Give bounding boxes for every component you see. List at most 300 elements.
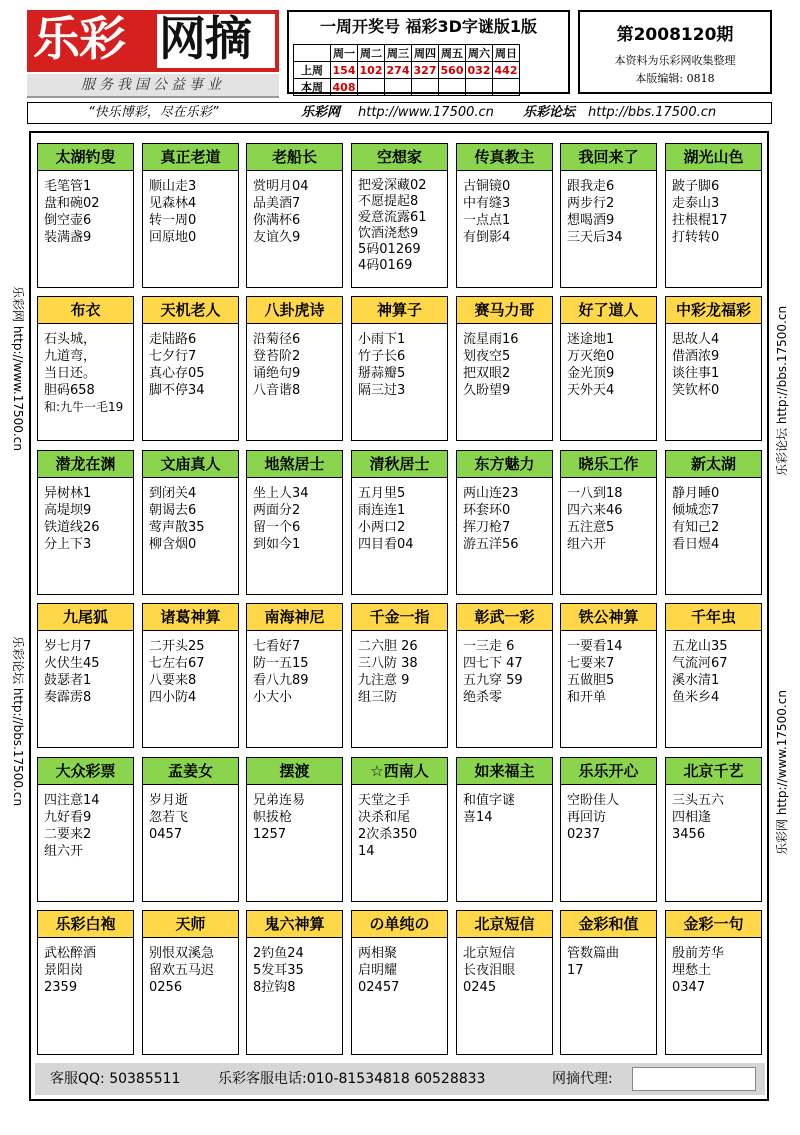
prediction-card: [246, 757, 343, 902]
this-week-label: 本周: [294, 79, 331, 96]
card-body: [247, 323, 342, 440]
card-line: 2次杀350: [358, 827, 418, 842]
card-line: 0347: [672, 980, 706, 995]
this-week-number: [439, 79, 466, 96]
customer-service-qq: 客服QQ: 50385511: [50, 1071, 181, 1087]
card-line: 鱼米乡4: [672, 690, 720, 705]
card-title: 诸葛神算: [143, 604, 238, 631]
card-title: 老船长: [247, 144, 342, 171]
card-line: 盘和碗02: [44, 196, 100, 211]
card-line: 登苔阶2: [253, 349, 301, 364]
card-body: [38, 630, 133, 747]
forum-label: 乐彩论坛: [523, 105, 576, 120]
site-label: 乐彩网: [301, 105, 341, 120]
card-line: 武松醉酒: [44, 946, 97, 961]
card-title: 赛马力哥: [457, 297, 552, 324]
card-body: [143, 323, 238, 440]
card-line: 三头五六: [672, 793, 725, 808]
side-text-right-top: 乐彩论坛 http://bbs.17500.cn: [775, 305, 789, 476]
card-body: [352, 630, 447, 747]
card-title: 南海神尼: [247, 604, 342, 631]
card-body: [561, 937, 656, 1054]
card-line: 当日还。: [44, 366, 97, 381]
card-body: [352, 170, 447, 287]
side-text-left-top: 乐彩网 http://www.17500.cn: [11, 286, 25, 451]
card-line: 空盼佳人: [567, 793, 620, 808]
card-body: [457, 477, 552, 594]
card-line: 埋愁土: [672, 963, 712, 978]
prediction-card: [142, 910, 239, 1055]
prediction-card: [37, 143, 134, 288]
card-line: 铁道线26: [44, 520, 100, 535]
card-title: 千金一指: [352, 604, 447, 631]
card-line: 火伏生45: [44, 656, 100, 671]
prediction-card: [246, 450, 343, 595]
prediction-card: [665, 757, 762, 902]
card-line: 不愿提起8: [358, 194, 419, 209]
card-title: 中彩龙福彩: [666, 297, 761, 324]
card-line: 四相逢: [672, 810, 712, 825]
prediction-card: [351, 450, 448, 595]
card-line: 气流河67: [672, 656, 728, 671]
card-line: 中有缝3: [463, 196, 511, 211]
card-title: 我回来了: [561, 144, 656, 171]
card-title: 地煞居士: [247, 451, 342, 478]
last-week-number: 154: [331, 62, 358, 79]
card-line: 四七下 47: [463, 656, 523, 671]
card-line: 两山连23: [463, 486, 519, 501]
card-line: 五九穿 59: [463, 673, 523, 688]
card-line: 迷途地1: [567, 332, 615, 347]
card-line: 转一周0: [149, 213, 197, 228]
logo-block: [27, 10, 279, 96]
card-line: 溪水清1: [672, 673, 720, 688]
card-line: 一点点1: [463, 213, 511, 228]
card-title: 太湖钓叟: [38, 144, 133, 171]
card-line: 14: [358, 844, 375, 859]
card-line: 组六开: [567, 537, 607, 552]
card-line: 游五洋56: [463, 537, 519, 552]
card-line: 1257: [253, 827, 287, 842]
card-line: 二六胆 26: [358, 639, 418, 654]
card-line: 万灭绝0: [567, 349, 615, 364]
prediction-card: [456, 757, 553, 902]
card-line: 笑钦杯0: [672, 383, 720, 398]
logo-text-right: 网摘: [159, 12, 251, 67]
prediction-card: [351, 603, 448, 748]
card-line: 爱意流露61: [358, 210, 427, 225]
card-line: 5发耳35: [253, 963, 304, 978]
card-line: 2钓鱼24: [253, 946, 304, 961]
card-title: 乐乐开心: [561, 758, 656, 785]
card-body: [352, 323, 447, 440]
card-line: 3456: [672, 827, 706, 842]
prediction-card: [351, 143, 448, 288]
card-line: 沿菊径6: [253, 332, 301, 347]
card-body: [561, 323, 656, 440]
card-line: 五月里5: [358, 486, 406, 501]
card-line: 奏霹雳8: [44, 690, 92, 705]
prediction-card: [560, 910, 657, 1055]
card-line: 2359: [44, 980, 78, 995]
card-title: 摆渡: [247, 758, 342, 785]
card-line: 留一个6: [253, 520, 301, 535]
card-body: [561, 477, 656, 594]
prediction-card: [456, 910, 553, 1055]
card-line: 想喝酒9: [567, 213, 615, 228]
card-title: ☆西南人: [352, 758, 447, 785]
prediction-card: [456, 296, 553, 441]
card-body: [457, 937, 552, 1054]
footer-bar: [35, 1063, 765, 1095]
motto-quote: “快乐博彩，尽在乐彩”: [88, 105, 219, 120]
card-line: 两步行2: [567, 196, 615, 211]
card-line: 倾城恋7: [672, 503, 720, 518]
card-line: 绝杀零: [463, 690, 503, 705]
card-title: 好了道人: [561, 297, 656, 324]
card-line: 防一五15: [253, 656, 309, 671]
card-line: 把爱深藏02: [358, 178, 427, 193]
card-body: [561, 784, 656, 901]
card-body: [38, 937, 133, 1054]
card-body: [143, 784, 238, 901]
card-body: [143, 477, 238, 594]
card-line: 到闭关4: [149, 486, 197, 501]
card-line: 两面分2: [253, 503, 301, 518]
card-line: 你满杯6: [253, 213, 301, 228]
card-line: 一三走 6: [463, 639, 515, 654]
prediction-card: [665, 603, 762, 748]
card-line: 掰蒜瓣5: [358, 366, 406, 381]
prediction-card: [665, 910, 762, 1055]
card-line: 环套环0: [463, 503, 511, 518]
card-line: 胆码658: [44, 383, 95, 398]
card-line: 天堂之手: [358, 793, 411, 808]
card-title: 金彩和值: [561, 911, 656, 938]
prediction-card: [665, 296, 762, 441]
card-line: 朝谒去6: [149, 503, 197, 518]
card-line: 一要看14: [567, 639, 623, 654]
card-line: 七要来7: [567, 656, 615, 671]
card-line: 两相聚: [358, 946, 398, 961]
card-title: 孟姜女: [143, 758, 238, 785]
prediction-card: [560, 296, 657, 441]
card-line: 回原地0: [149, 230, 197, 245]
card-line: 八要来8: [149, 673, 197, 688]
card-line: 看八九89: [253, 673, 309, 688]
card-line: 管数篇曲: [567, 946, 620, 961]
last-week-number: 327: [412, 62, 439, 79]
prediction-card: [456, 450, 553, 595]
editor-note: 本版编辑: 0818: [635, 72, 715, 85]
card-line: 小大小: [253, 690, 293, 705]
card-body: [247, 477, 342, 594]
card-body: [457, 323, 552, 440]
card-line: 看日煜4: [672, 537, 720, 552]
card-line: 异树林1: [44, 486, 92, 501]
card-body: [143, 630, 238, 747]
card-line: 岁月逝: [149, 793, 189, 808]
card-body: [457, 170, 552, 287]
card-line: 雨连连1: [358, 503, 406, 518]
card-title: 传真教主: [457, 144, 552, 171]
prediction-card: [142, 143, 239, 288]
card-line: 静月睡0: [672, 486, 720, 501]
card-body: [143, 170, 238, 287]
card-line: 组三防: [358, 690, 398, 705]
this-week-number: [412, 79, 439, 96]
card-body: [666, 323, 761, 440]
card-title: 空想家: [352, 144, 447, 171]
card-line: 02457: [358, 980, 400, 995]
prediction-card: [37, 910, 134, 1055]
agent-box: [632, 1067, 756, 1091]
last-week-label: 上周: [294, 62, 331, 79]
page-title: 一周开奖号 福彩3D字谜版1版: [319, 17, 538, 36]
motto-bar: [27, 102, 772, 124]
card-body: [247, 630, 342, 747]
card-line: 隔三过3: [358, 383, 406, 398]
last-week-number: 032: [466, 62, 493, 79]
prediction-card: [37, 603, 134, 748]
card-line: 二要来2: [44, 827, 92, 842]
card-line: 鼓瑟者1: [44, 673, 92, 688]
logo-text-left: 乐彩: [33, 12, 125, 67]
this-week-number: [385, 79, 412, 96]
card-line: 北京短信: [463, 946, 516, 961]
card-line: 别恨双溪急: [149, 946, 215, 961]
side-text-left-bottom: 乐彩论坛 http://bbs.17500.cn: [11, 636, 25, 807]
card-title: 九尾狐: [38, 604, 133, 631]
card-line: 脚不停34: [149, 383, 205, 398]
card-title: 鬼六神算: [247, 911, 342, 938]
forum-link[interactable]: http://bbs.17500.cn: [588, 105, 717, 120]
card-line: 帜拔枪: [253, 810, 293, 825]
card-title: 如来福主: [457, 758, 552, 785]
card-line: 有知己2: [672, 520, 720, 535]
card-title: 彰武一彩: [457, 604, 552, 631]
card-line: 四六来46: [567, 503, 623, 518]
card-line: 0457: [149, 827, 183, 842]
logo: [27, 10, 279, 72]
card-line: 顺山走3: [149, 179, 197, 194]
card-body: [561, 630, 656, 747]
card-line: 装满盏9: [44, 230, 92, 245]
card-line: 品美酒7: [253, 196, 301, 211]
card-body: [666, 784, 761, 901]
card-body: [561, 170, 656, 287]
card-line: 划夜空5: [463, 349, 511, 364]
prediction-card: [351, 757, 448, 902]
card-body: [666, 170, 761, 287]
prediction-card: [351, 910, 448, 1055]
card-line: 4码0169: [358, 258, 413, 273]
prediction-card: [246, 910, 343, 1055]
draw-results-box: [287, 10, 570, 94]
card-line: 组六开: [44, 844, 84, 859]
day-header: 周五: [439, 45, 466, 62]
day-header: 周六: [466, 45, 493, 62]
card-line: 五做胆5: [567, 673, 615, 688]
card-title: 文庙真人: [143, 451, 238, 478]
card-line: 走陆路6: [149, 332, 197, 347]
card-line: 七看好7: [253, 639, 301, 654]
card-line: 和开单: [567, 690, 607, 705]
card-title: 北京千艺: [666, 758, 761, 785]
card-line: 毛笔管1: [44, 179, 92, 194]
card-title: 湖光山色: [666, 144, 761, 171]
card-line: 高堤坝9: [44, 503, 92, 518]
card-body: [38, 477, 133, 594]
card-line: 见森林4: [149, 196, 197, 211]
card-line: 拄根棍17: [672, 213, 728, 228]
table-corner: [294, 45, 331, 62]
card-line: 二开头25: [149, 639, 205, 654]
card-title: 布衣: [38, 297, 133, 324]
card-line: 一八到18: [567, 486, 623, 501]
card-line: 坐上人34: [253, 486, 309, 501]
side-text-right-bottom: 乐彩网 http://www.17500.cn: [775, 690, 789, 855]
card-title: 乐彩白袍: [38, 911, 133, 938]
card-line: 九道弯，: [44, 349, 97, 364]
this-week-number: 408: [331, 79, 358, 96]
card-line: 借酒浓9: [672, 349, 720, 364]
card-line: 忽若飞: [149, 810, 189, 825]
card-line: 四小防4: [149, 690, 197, 705]
card-line: 景阳岗: [44, 963, 84, 978]
card-body: [352, 937, 447, 1054]
customer-service-phone: 乐彩客服电话:010-81534818 60528833: [218, 1071, 486, 1087]
card-line: 殷前芳华: [672, 946, 725, 961]
card-line: 启明耀: [358, 963, 398, 978]
card-line: 竹子长6: [358, 349, 406, 364]
card-line: 五注意5: [567, 520, 615, 535]
last-week-number: 560: [439, 62, 466, 79]
prediction-card: [456, 603, 553, 748]
card-line: 莺声散35: [149, 520, 205, 535]
card-title: 东方魅力: [457, 451, 552, 478]
card-line: 思故人4: [672, 332, 720, 347]
day-header: 周三: [385, 45, 412, 62]
card-line: 石头城，: [44, 332, 97, 347]
card-line: 古铜镜0: [463, 179, 511, 194]
card-line: 四注意14: [44, 793, 100, 808]
this-week-number: [493, 79, 520, 96]
card-title: 千年虫: [666, 604, 761, 631]
card-body: [38, 170, 133, 287]
prediction-card: [142, 603, 239, 748]
card-line: 再回访: [567, 810, 607, 825]
card-line: 8拉钩8: [253, 980, 296, 995]
card-title: 潜龙在渊: [38, 451, 133, 478]
card-line: 八音谐8: [253, 383, 301, 398]
card-title: 晓乐工作: [561, 451, 656, 478]
prediction-card: [665, 143, 762, 288]
card-body: [666, 937, 761, 1054]
prediction-card: [246, 603, 343, 748]
card-line: 真心存05: [149, 366, 205, 381]
card-line: 挥刀枪7: [463, 520, 511, 535]
card-title: 天机老人: [143, 297, 238, 324]
prediction-card: [665, 450, 762, 595]
card-line: 久盼望9: [463, 383, 511, 398]
prediction-card: [37, 450, 134, 595]
card-line: 走泰山3: [672, 196, 720, 211]
prediction-card: [560, 603, 657, 748]
card-line: 把双眼2: [463, 366, 511, 381]
card-line: 九好看9: [44, 810, 92, 825]
card-line: 5码01269: [358, 242, 421, 257]
day-header: 周日: [493, 45, 520, 62]
source-note: 本资料为乐彩网收集整理: [614, 54, 736, 67]
prediction-card: [560, 450, 657, 595]
card-line: 17: [567, 963, 584, 978]
last-week-number: 442: [493, 62, 520, 79]
card-line: 饮酒浇愁9: [358, 226, 419, 241]
card-line: 0237: [567, 827, 601, 842]
card-line: 五龙山35: [672, 639, 728, 654]
card-body: [666, 630, 761, 747]
card-title: 天师: [143, 911, 238, 938]
card-line: 有倒影4: [463, 230, 511, 245]
card-title: の单纯の: [352, 911, 447, 938]
card-title: 神算子: [352, 297, 447, 324]
card-body: [247, 937, 342, 1054]
card-body: [457, 784, 552, 901]
card-line: 到如今1: [253, 537, 301, 552]
card-line: 倒空壶6: [44, 213, 92, 228]
card-line: 决杀和尾: [358, 810, 411, 825]
card-line: 赏明月04: [253, 179, 309, 194]
card-title: 清秋居士: [352, 451, 447, 478]
card-body: [143, 937, 238, 1054]
prediction-card: [37, 757, 134, 902]
card-title: 北京短信: [457, 911, 552, 938]
prediction-card: [246, 296, 343, 441]
this-week-number: [358, 79, 385, 96]
prediction-card: [246, 143, 343, 288]
prediction-card: [560, 143, 657, 288]
card-line: 打转转0: [672, 230, 720, 245]
this-week-number: [466, 79, 493, 96]
draw-results-table: [293, 44, 520, 96]
card-body: [38, 323, 133, 440]
card-body: [352, 784, 447, 901]
card-line: 和:九牛一毛19: [44, 400, 124, 414]
card-line: 留欢五马迟: [149, 963, 215, 978]
card-line: 三天后34: [567, 230, 623, 245]
card-line: 四目看04: [358, 537, 414, 552]
prediction-card: [560, 757, 657, 902]
card-line: 0256: [149, 980, 183, 995]
card-title: 金彩一句: [666, 911, 761, 938]
card-title: 铁公神算: [561, 604, 656, 631]
card-line: 金光顶9: [567, 366, 615, 381]
prediction-card: [142, 296, 239, 441]
card-body: [352, 477, 447, 594]
card-line: 流星雨16: [463, 332, 519, 347]
card-line: 三八防 38: [358, 656, 418, 671]
logo-slogan: 服务我国公益事业: [27, 74, 279, 98]
card-title: 新太湖: [666, 451, 761, 478]
last-week-number: 274: [385, 62, 412, 79]
site-link[interactable]: http://www.17500.cn: [358, 105, 494, 120]
card-body: [666, 477, 761, 594]
agent-label: 网摘代理:: [552, 1071, 613, 1087]
card-title: 真正老道: [143, 144, 238, 171]
day-header: 周二: [358, 45, 385, 62]
card-body: [457, 630, 552, 747]
